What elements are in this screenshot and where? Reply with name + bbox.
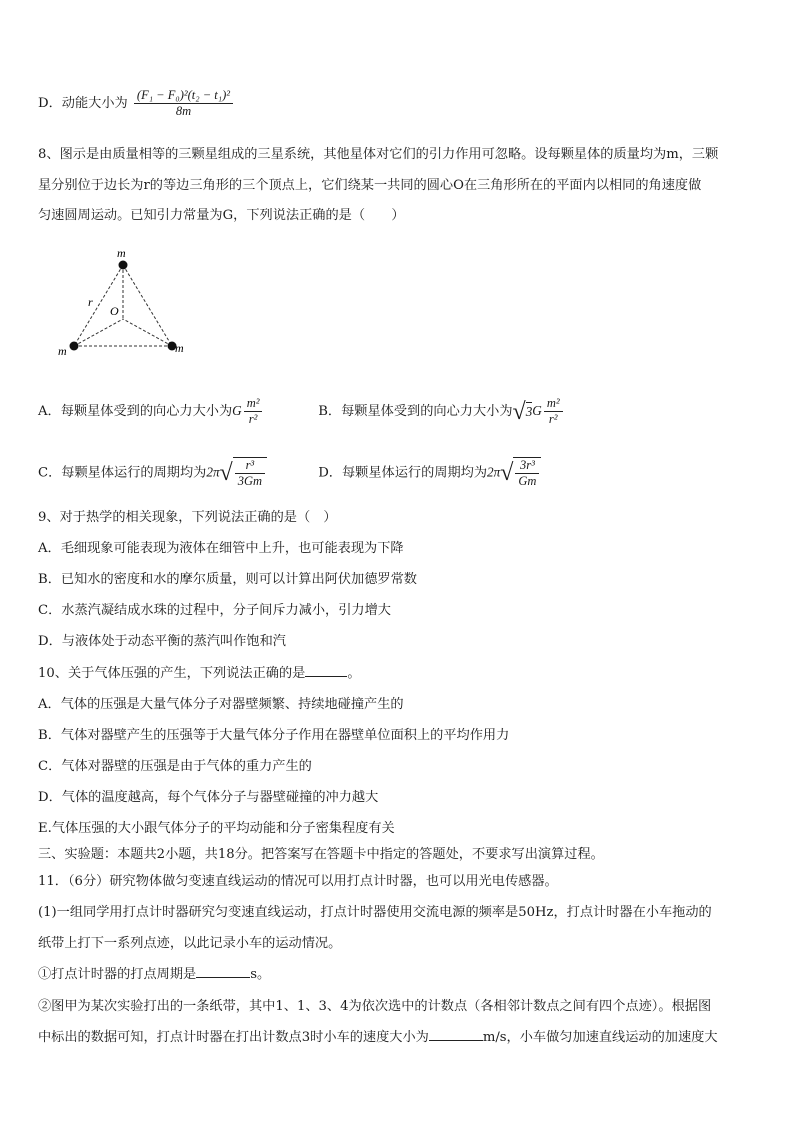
q8-option-a xyxy=(38,396,314,427)
q11-part1-line-2: 纸带上打下一系列点迹，以此记录小车的运动情况。 xyxy=(38,936,342,951)
q8-option-d-sqrt: √ $\frac{\text{3r³}}{Gm}$ xyxy=(500,457,541,489)
q11-subq1-blank xyxy=(196,977,250,978)
q8-option-b-label: B．每颗星体受到的向心力大小为 xyxy=(318,404,513,419)
q8-option-a-coef: G xyxy=(232,403,242,418)
q8-option-b-root: 3 xyxy=(525,404,533,419)
q10-option-b: B．气体对器壁产生的压强等于大量气体分子作用在器壁单位面积上的平均作用力 xyxy=(38,728,510,743)
q8-stem-line-3: 匀速圆周运动。已知引力常量为G，下列说法正确的是（ ） xyxy=(38,208,405,223)
q8-option-d-label: D．每颗星体运行的周期均为 xyxy=(318,465,488,481)
q10-answer-blank xyxy=(305,676,347,677)
three-star-diagram xyxy=(55,248,195,363)
q11-subq2-line-1: ②图甲为某次实验打出的一条纸带，其中1、1、3、4为依次选中的计数点（各相邻计数点之间有四个点迹）。根据图 xyxy=(38,999,712,1014)
q11-subq2-blank xyxy=(429,1040,483,1041)
label-right-mass: m xyxy=(175,341,184,355)
q8-option-a-numerator: m² xyxy=(244,396,263,412)
q11-subq2-line-2 xyxy=(38,1029,718,1047)
q8-option-b xyxy=(318,396,564,427)
q10-option-d: D．气体的温度越高，每个气体分子与器壁碰撞的冲力越大 xyxy=(38,790,379,805)
q8-option-c-coef: 2π xyxy=(206,464,220,480)
q8-option-a-denominator: r² xyxy=(248,412,258,426)
q8-option-a-fraction xyxy=(244,396,263,427)
q8-option-d-denominator: Gm xyxy=(518,474,537,488)
q8-options-cd xyxy=(38,457,541,489)
q11-subq2-text-end: m/s，小车做匀加速直线运动的加速度大 xyxy=(482,1030,718,1045)
q11-subq1-text: ①打点计时器的打点周期是 xyxy=(38,967,197,982)
q8-option-b-sqrt: √3 xyxy=(512,398,533,425)
label-side-r: r xyxy=(88,295,93,309)
star-left xyxy=(70,342,79,351)
q8-option-c xyxy=(38,457,314,489)
q8-option-b-numerator: m² xyxy=(544,396,563,412)
q9-option-d: D．与液体处于动态平衡的蒸汽叫作饱和汽 xyxy=(38,634,286,649)
q8-stem-line-1: 8、图示是由质量相等的三颗星组成的三星系统，其他星体对它们的引力作用可忽略。设每颗星体的质量均为m，三颗 xyxy=(38,147,719,162)
q8-option-d-numerator: 3r³ xyxy=(515,458,539,474)
median-left xyxy=(74,319,123,346)
q11-part1-line-1: (1)一组同学用打点计时器研究匀变速直线运动，打点计时器使用交流电源的频率是50Hz，打点计时器在小车拖动的 xyxy=(38,905,712,920)
q11-stem: 11．（6分）研究物体做匀变速直线运动的情况可以用打点计时器，也可以用光电传感器。 xyxy=(38,874,558,889)
section-heading: 三、实验题：本题共2小题，共18分。把答案写在答题卡中指定的答题处，不要求写出演算过程。 xyxy=(38,847,604,862)
median-right xyxy=(123,319,172,346)
q8-option-d-coef: 2π xyxy=(487,464,501,480)
q9-stem: 9、对于热学的相关现象，下列说法正确的是（ ） xyxy=(38,510,337,525)
q8-option-b-fraction xyxy=(544,396,563,427)
q9-option-b: B．已知水的密度和水的摩尔质量，则可以计算出阿伏加德罗常数 xyxy=(38,572,417,587)
label-center-o: O xyxy=(110,304,119,318)
q10-option-a: A．气体的压强是大量气体分子对器壁频繁、持续地碰撞产生的 xyxy=(38,697,404,712)
q11-subq2-text: 中标出的数据可知，打点计时器在打出计数点3时小车的速度大小为 xyxy=(38,1030,429,1045)
q8-option-a-label: A．每颗星体受到的向心力大小为 xyxy=(38,404,233,419)
q8-option-c-sqrt: √ $\frac{\text{r³}}{3Gm}$ xyxy=(220,457,267,489)
q7-option-d-fraction xyxy=(134,88,233,119)
q8-option-d xyxy=(318,457,541,489)
q11-subq1 xyxy=(38,966,270,984)
q9-option-c: C．水蒸汽凝结成水珠的过程中，分子间斥力减小，引力增大 xyxy=(38,603,391,618)
q8-option-c-numerator: r³ xyxy=(235,458,265,474)
q8-options-ab xyxy=(38,396,565,427)
q10-stem-text: 10、关于气体压强的产生，下列说法正确的是 xyxy=(38,666,306,681)
q8-stem-line-2: 星分别位于边长为r的等边三角形的三个顶点上，它们绕某一共同的圆心O在三角形所在的平面内以相同的角速度做 xyxy=(38,178,702,193)
q9-option-a: A．毛细现象可能表现为液体在细管中上升，也可能表现为下降 xyxy=(38,541,404,556)
q8-option-b-coef: G xyxy=(532,403,542,418)
q10-stem-end: 。 xyxy=(347,666,361,681)
q10-option-c: C．气体对器壁的压强是由于气体的重力产生的 xyxy=(38,759,312,774)
q7-option-d-label: D．动能大小为 xyxy=(38,96,128,111)
q7-option-d-numerator: (F₁ − F₀)²(t₂ − t₁)² xyxy=(134,88,233,104)
q8-option-c-label: C．每颗星体运行的周期均为 xyxy=(38,465,207,481)
q7-option-d-denominator: 8m xyxy=(175,104,192,118)
label-left-mass: m xyxy=(58,344,67,358)
star-top xyxy=(119,261,128,270)
q8-option-b-denominator: r² xyxy=(548,412,558,426)
q10-stem xyxy=(38,665,361,683)
triangle-side-right xyxy=(123,265,172,346)
q10-option-e: E.气体压强的大小跟气体分子的平均动能和分子密集程度有关 xyxy=(38,821,395,836)
label-top-mass: m xyxy=(117,248,126,260)
q11-subq1-unit: s。 xyxy=(250,967,271,982)
q8-option-c-denominator: 3Gm xyxy=(237,474,263,488)
q7-option-d xyxy=(38,88,235,119)
